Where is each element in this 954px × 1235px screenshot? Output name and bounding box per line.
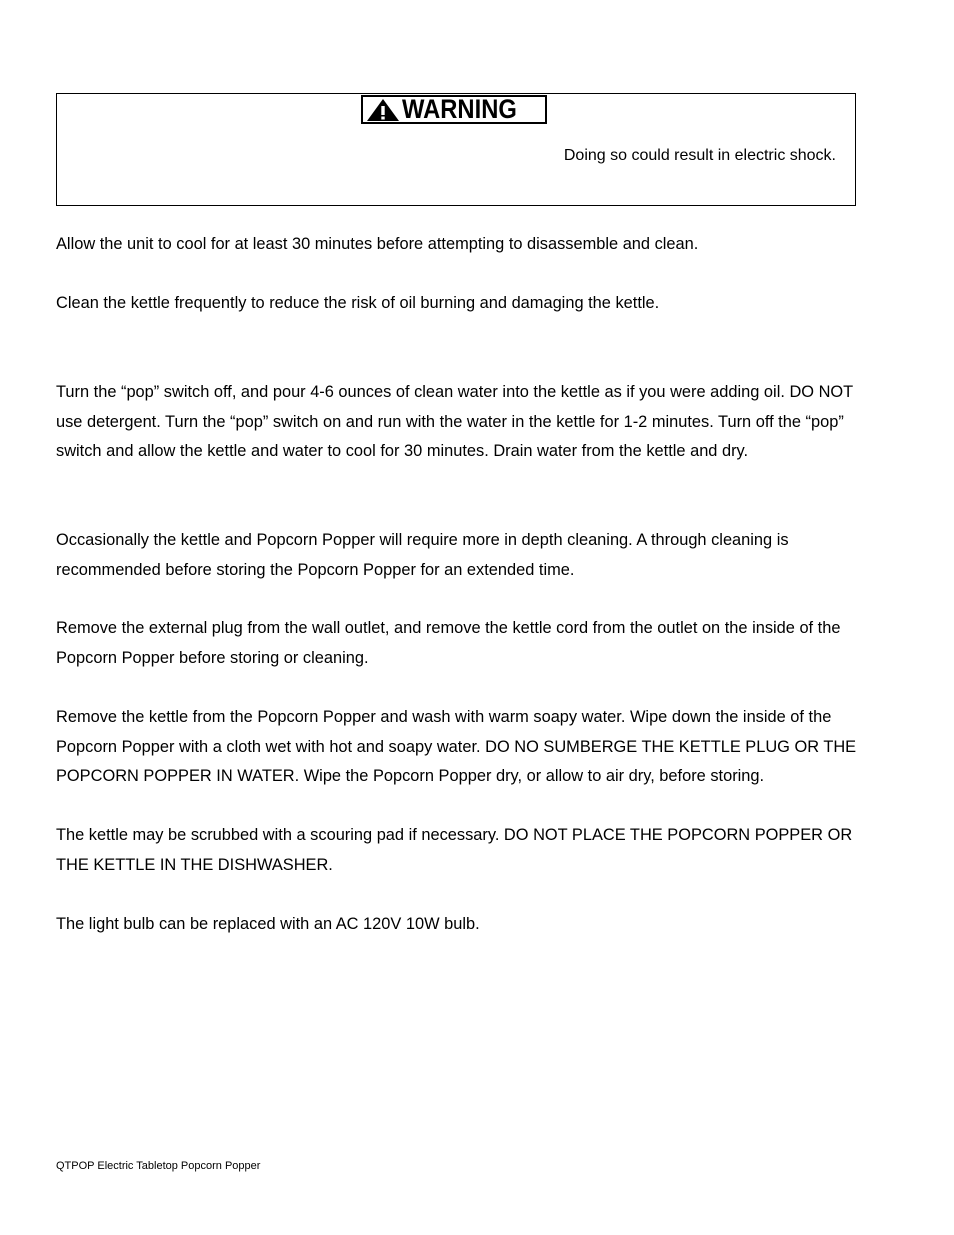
- paragraph-cool-down: Allow the unit to cool for at least 30 minutes before attempting to disassemble and clean.: [56, 235, 699, 253]
- paragraph-light-bulb: The light bulb can be replaced with an AC 120V 10W bulb.: [56, 915, 480, 933]
- paragraph-water-clean: Turn the “pop” switch off, and pour 4-6 ounces of clean water into the kettle as if you were adding oil. DO NOT use detergent. Turn the “pop” switch on and run with the water in the kettle for 1-2 minutes. Turn off the “pop” switch and allow the kettle and water to cool for 30 minutes. Drain water from the kettle and dry.: [56, 383, 853, 460]
- warning-text: Doing so could result in electric shock.: [563, 147, 836, 164]
- warning-badge: [361, 95, 547, 124]
- footer-product-name: QTPOP Electric Tabletop Popcorn Popper: [56, 1160, 261, 1172]
- warning-label: WARNING: [402, 94, 517, 124]
- paragraph-unplug: Remove the external plug from the wall outlet, and remove the kettle cord from the outlet on the inside of the Popcorn Popper before storing or cleaning.: [56, 619, 841, 667]
- warning-box: [56, 93, 856, 206]
- paragraph-scrub: The kettle may be scrubbed with a scouring pad if necessary. DO NOT PLACE THE POPCORN POPPER OR THE KETTLE IN THE DISHWASHER.: [56, 826, 853, 874]
- paragraph-wash: Remove the kettle from the Popcorn Popper and wash with warm soapy water. Wipe down the inside of the Popcorn Popper with a cloth wet with hot and soapy water. DO NO SUMBERGE THE KETTLE PLUG OR THE POPCORN POPPER IN WATER. Wipe the Popcorn Popper dry, or allow to air dry, before storing.: [56, 708, 857, 785]
- warning-triangle-icon: [366, 98, 400, 122]
- paragraph-deep-cleaning: Occasionally the kettle and Popcorn Popper will require more in depth cleaning. A through cleaning is recommended before storing the Popcorn Popper for an extended time.: [56, 531, 789, 579]
- paragraph-clean-frequently: Clean the kettle frequently to reduce the risk of oil burning and damaging the kettle.: [56, 294, 660, 312]
